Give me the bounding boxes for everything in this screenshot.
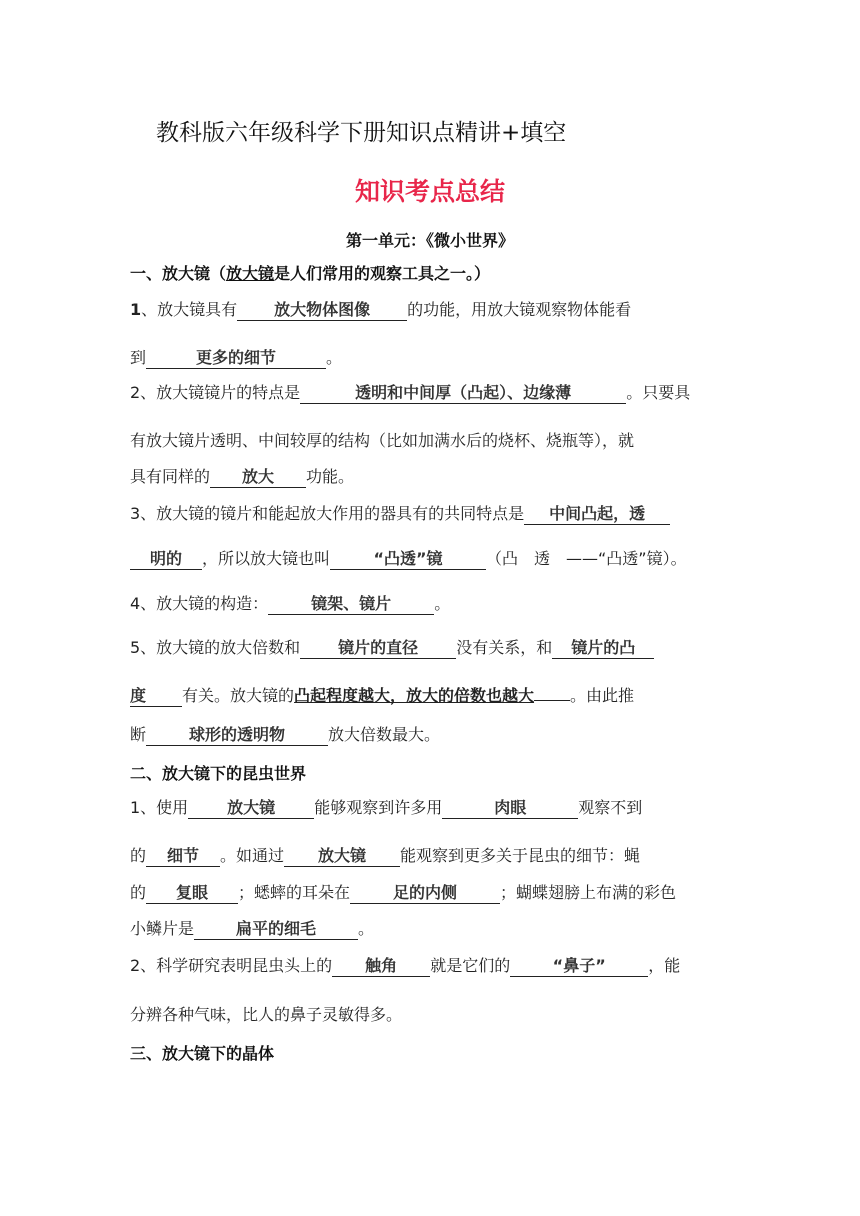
paragraph-line — [130, 382, 690, 404]
paragraph-line — [130, 593, 450, 615]
paragraph-line — [130, 918, 374, 940]
paragraph-line — [130, 685, 634, 707]
text: 有关。放大镜的 — [182, 686, 295, 705]
fill-blank-answer: “凸透”镜 — [330, 549, 486, 570]
text: 。只要具 — [626, 383, 691, 402]
text: 2、科学研究表明昆虫头上的 — [130, 956, 333, 975]
text: 没有关系，和 — [456, 638, 553, 657]
text: 小鳞片是 — [130, 919, 195, 938]
document-title: 教科版六年级科学下册知识点精讲+填空 — [156, 120, 567, 146]
paragraph-line — [130, 724, 440, 746]
section-3-heading: 三、放大镜下的晶体 — [130, 1044, 275, 1063]
unit-heading: 第一单元：《微小世界》 — [345, 231, 514, 250]
fill-blank-line — [534, 700, 570, 701]
fill-blank-answer: 明的 — [130, 549, 202, 570]
text: 具有同样的 — [130, 467, 211, 486]
text: 能观察到更多关于昆虫的细节：蝇 — [400, 846, 641, 865]
fill-blank-answer: 镜片的凸 — [552, 638, 654, 659]
text: 断 — [130, 725, 147, 744]
text: 的 — [130, 846, 147, 865]
fill-blank-answer: 镜片的直径 — [300, 638, 456, 659]
text: 。由此推 — [570, 686, 635, 705]
fill-blank-answer: 肉眼 — [442, 798, 578, 819]
text: 的功能，用放大镜观察物体能看 — [407, 300, 632, 319]
underlined-answer: 凸起程度越大，放大的倍数也越大 — [294, 686, 535, 705]
text: ；蝴蝶翅膀上布满的彩色 — [500, 883, 677, 902]
text: 放大倍数最大。 — [328, 725, 441, 744]
paragraph-line — [130, 797, 642, 819]
fill-blank-answer: 度 — [130, 686, 182, 707]
text: 。 — [358, 919, 375, 938]
heading-text: 一、放大镜（ — [130, 264, 227, 283]
item-number: 1 — [130, 300, 142, 319]
paragraph-line — [130, 845, 640, 867]
fill-blank-answer: 复眼 — [146, 883, 238, 904]
text: 。 — [434, 594, 451, 613]
fill-blank-answer: 放大镜 — [284, 846, 400, 867]
paragraph-line: 分辨各种气味，比人的鼻子灵敏得多。 — [130, 1005, 403, 1024]
text: 3、放大镜的镜片和能起放大作用的器具有的共同特点是 — [130, 504, 525, 523]
fill-blank-answer: 细节 — [146, 846, 220, 867]
paragraph-line — [130, 299, 631, 321]
text: ；蟋蟀的耳朵在 — [238, 883, 351, 902]
paragraph-line — [130, 955, 680, 977]
text: 。如通过 — [220, 846, 285, 865]
section-1-heading — [130, 263, 490, 285]
fill-blank-answer: 放大镜 — [188, 798, 314, 819]
text: 功能。 — [306, 467, 355, 486]
fill-blank-answer: 球形的透明物 — [146, 725, 328, 746]
text: 就是它们的 — [430, 956, 511, 975]
text: 5、放大镜的放大倍数和 — [130, 638, 301, 657]
section-2-heading: 二、放大镜下的昆虫世界 — [130, 764, 307, 783]
text: ，所以放大镜也叫 — [202, 549, 331, 568]
text: ，能 — [648, 956, 681, 975]
paragraph-line — [130, 503, 670, 525]
text: 到 — [130, 348, 147, 367]
text: 能够观察到许多用 — [314, 798, 443, 817]
fill-blank-answer: 放大 — [210, 467, 306, 488]
text: 2、放大镜镜片的特点是 — [130, 383, 301, 402]
paragraph-line — [130, 347, 342, 369]
heading-text: 是人们常用的观察工具之一。） — [274, 264, 491, 283]
paragraph-line — [130, 882, 676, 904]
fill-blank-answer: 镜架、镜片 — [268, 594, 434, 615]
text: 的 — [130, 883, 147, 902]
fill-blank-answer: 扁平的细毛 — [194, 919, 358, 940]
fill-blank-answer: “鼻子” — [510, 956, 648, 977]
text: 观察不到 — [578, 798, 643, 817]
text: （凸 透 ——“凸透”镜）。 — [486, 549, 687, 568]
fill-blank-answer: 足的内侧 — [350, 883, 500, 904]
fill-blank-answer: 更多的细节 — [146, 348, 326, 369]
fill-blank-answer: 透明和中间厚（凸起）、边缘薄 — [300, 383, 626, 404]
paragraph-line — [130, 637, 654, 659]
fill-blank-answer: 中间凸起，透 — [524, 504, 670, 525]
heading-underlined-term: 放大镜 — [226, 264, 275, 283]
fill-blank-answer: 放大物体图像 — [237, 300, 407, 321]
text: 、放大镜具有 — [141, 300, 238, 319]
document-subtitle: 知识考点总结 — [354, 177, 505, 206]
text: 4、放大镜的构造： — [130, 594, 269, 613]
paragraph-line — [130, 466, 354, 488]
fill-blank-answer: 触角 — [332, 956, 430, 977]
paragraph-line: 有放大镜片透明、中间较厚的结构（比如加满水后的烧杯、烧瓶等），就 — [130, 431, 635, 450]
text: 1、使用 — [130, 798, 189, 817]
paragraph-line — [130, 548, 687, 570]
text: 。 — [326, 348, 343, 367]
